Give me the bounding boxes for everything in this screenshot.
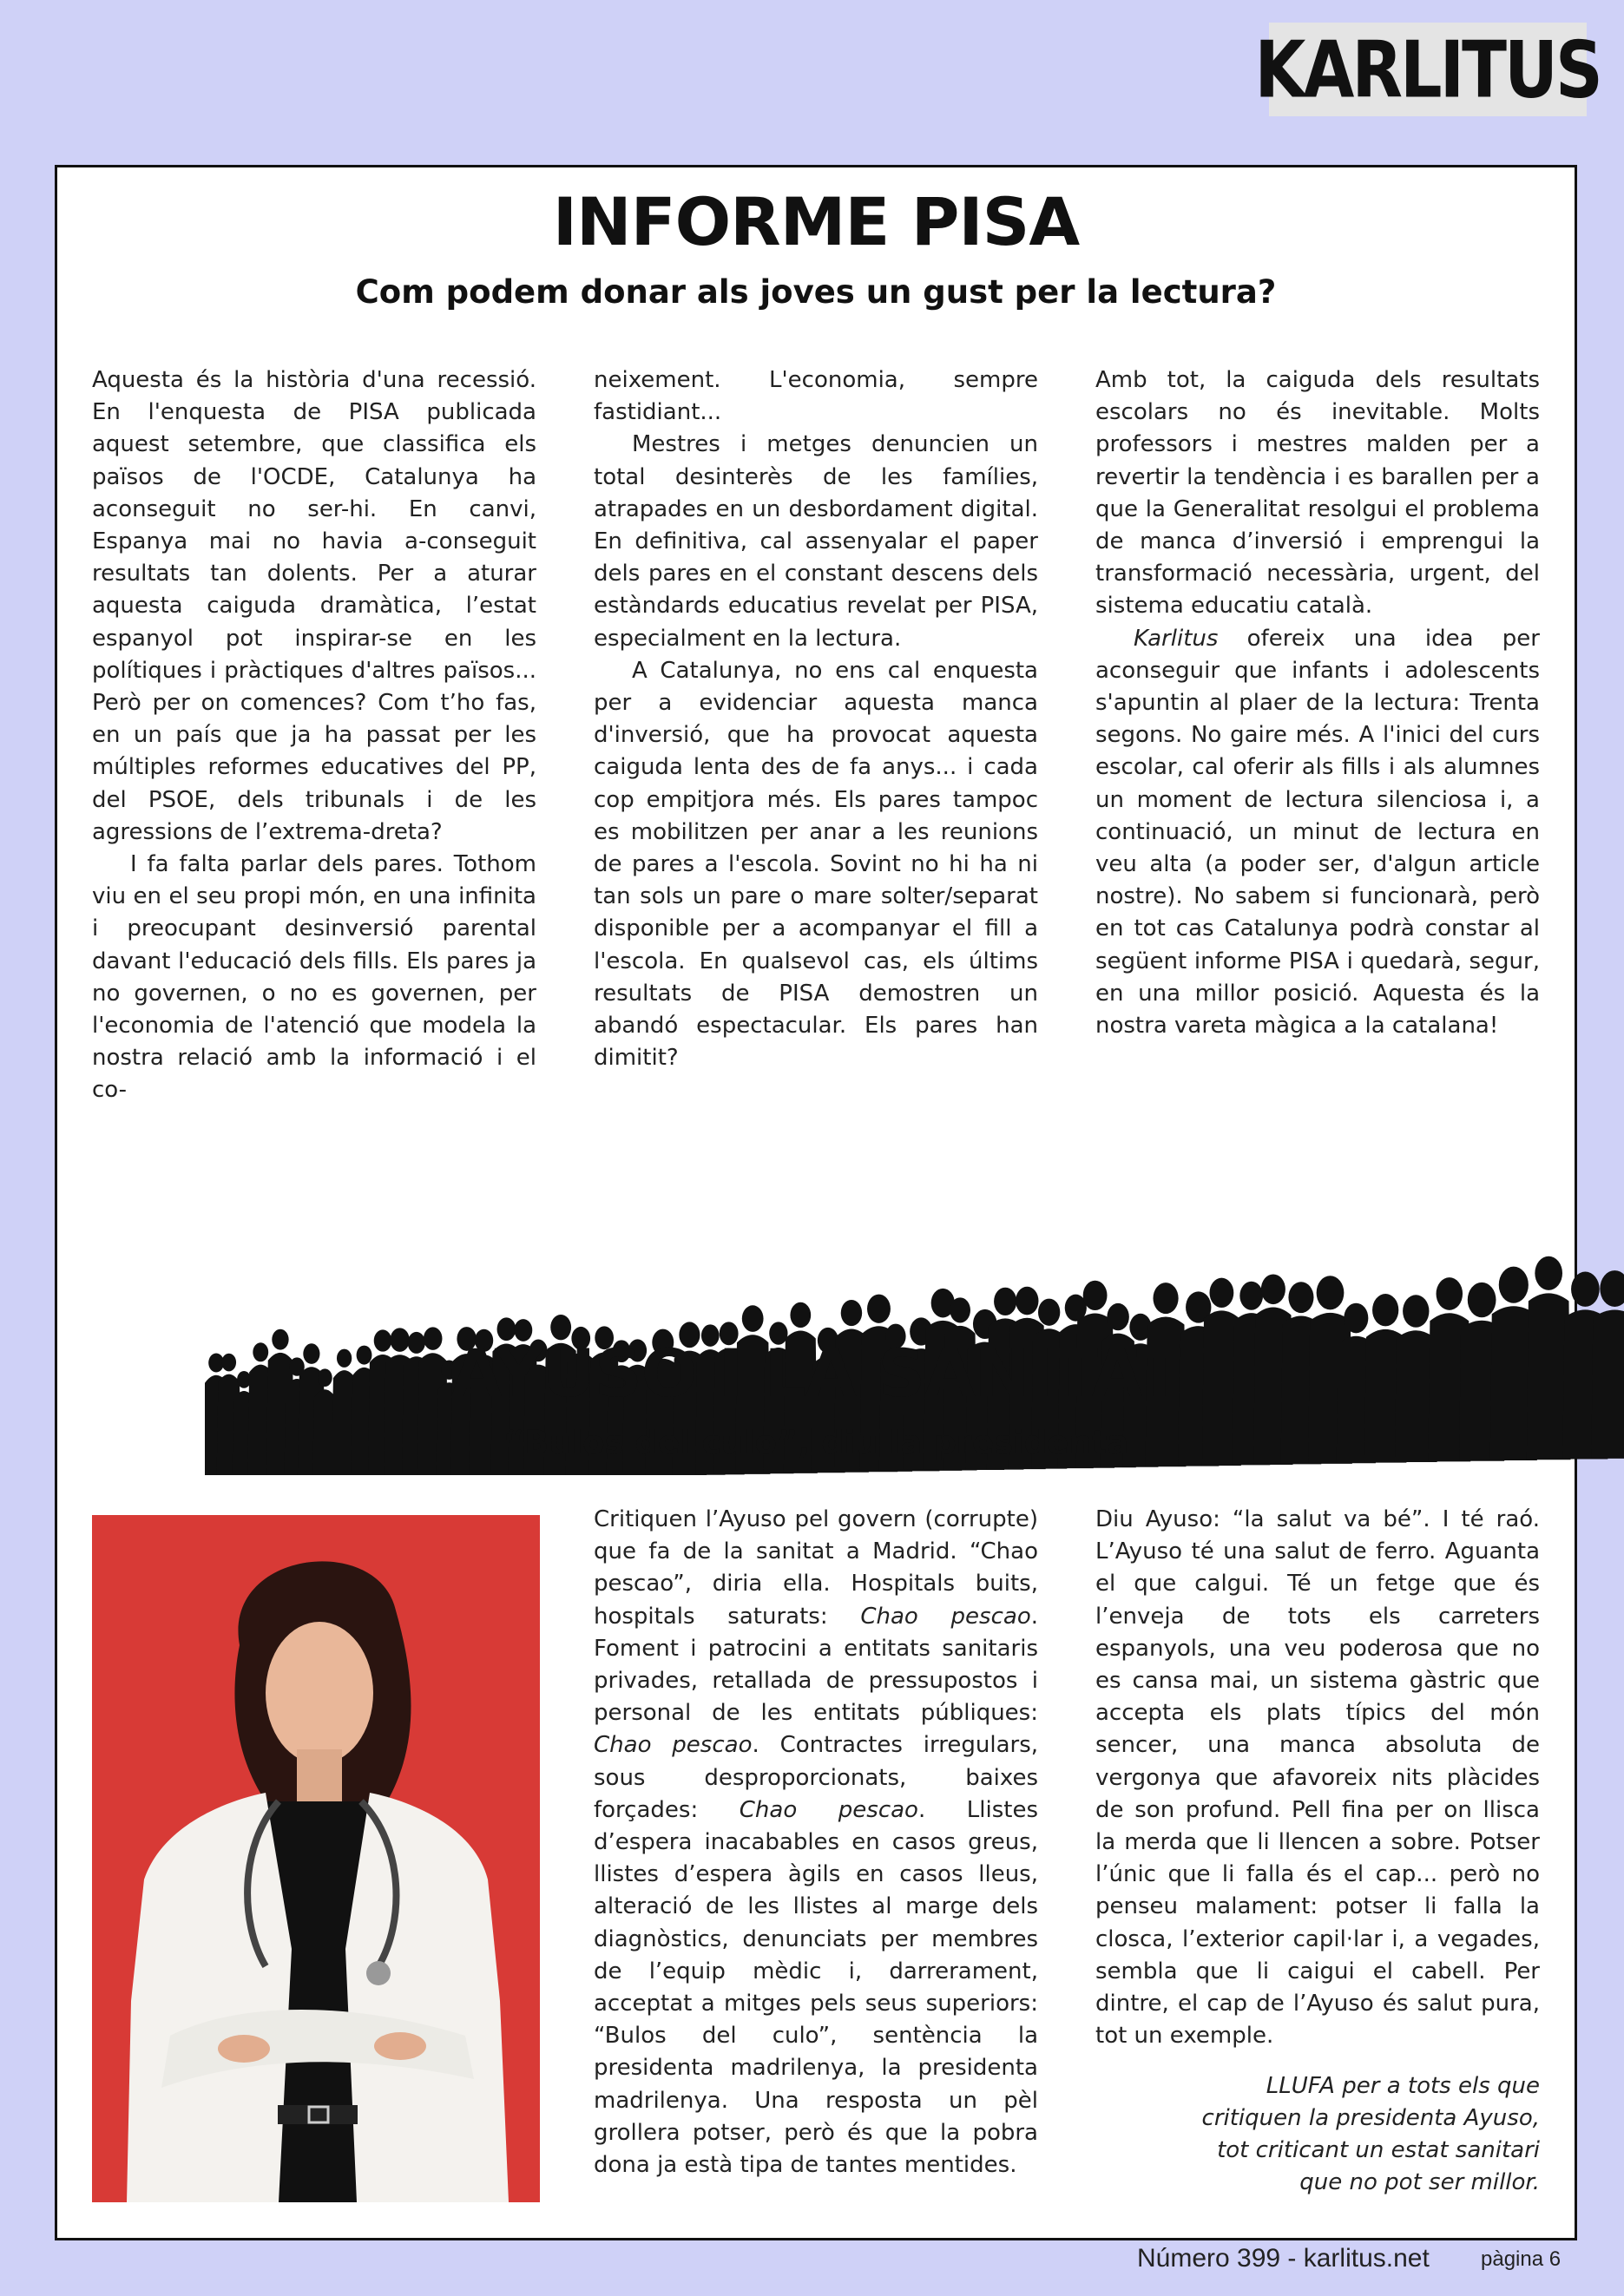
paragraph: Aquesta és la història d'una recessió. En l'enquesta de PISA publicada aquest setembre, que classifica els països de l'OCDE, Catalunya ha aconseguit no ser-hi. En canvi, Espanya mai no havia a-conseguit resultats tan dolents. Per a aturar aquesta caiguda dramàtica, l’estat espanyol pot inspirar-se en les polítiques i pràctiques d'altres països... Però per on comences? Com t’ho fas, en un país que ja ha passat per les múltiples reformes educatives del PP, del PSOE, dels tribunals i de les agressions de l’extrema-dreta?	[92, 367, 536, 845]
paragraph: A Catalunya, no ens cal enquesta per a evidenciar aquesta manca d'inversió, que ha provocat aquesta caiguda lenta des de fa anys... i cada cop empitjora més. Els pares tampoc es mobilitzen per anar a les reunions de pares a l'escola. Sovint no hi ha ni tan sols un pare o mare solter/separat disponible per a acompanyar el fill a l'escola. En qualsevol cas, els últims resultats de PISA demostren un abandó espectacular. Els pares han dimitit?	[594, 657, 1038, 1072]
signoff	[1095, 2070, 1540, 2199]
ayuso-photo	[92, 1515, 540, 2202]
footer-page-number: pàgina 6	[1481, 2247, 1562, 2271]
masthead-logo	[1254, 23, 1601, 116]
paragraph: Mestres i metges denuncien un total desinterès de les famílies, atrapades en un desbordament digital. En definitiva, cal assenyalar el paper dels pares en el constant descens dels estàndards educatius revelat per PISA, especialment en la lectura.	[594, 431, 1038, 652]
paragraph: Diu Ayuso: “la salut va bé”. I té raó. L’Ayuso té una salut de ferro. Aguanta el que calgui. Té un fetge que és l’enveja de tots els carreters espanyols, una veu poderosa que no es cansa mai, un sistema gàstric que accepta els plats típics del món sencer, una manca absoluta de vergonya que afavoreix nits plàcides de son profund. Pell fina per on llisca la merda que li llencen a sobre. Potser l’únic que li falla és el cap... però no penseu malament: potser li falla la closca, l’exterior capil·lar i, a vegades, sembla que li caigui el cabell. Per dintre, el cap de l’Ayuso és salut pura, tot un exemple.	[1095, 1506, 1540, 2050]
article2-title: AYUSO I LA SANITAT	[450, 1335, 1181, 1412]
footer-issue: Número 399 - karlitus.net	[1137, 2244, 1430, 2273]
article1-column-2	[594, 364, 1038, 1074]
logo-text: KARLITUS	[1254, 23, 1601, 115]
article1-title: INFORME PISA	[552, 183, 1080, 260]
article1-subtitle: Com podem donar als joves un gust per la lectura?	[355, 273, 1277, 311]
paragraph: Amb tot, la caiguda dels resultats escolars no és inevitable. Molts professors i mestres malden per a revertir la tendència i es barallen per a que la Generalitat resolgui el problema de manca d’inversió i emprengui la transformació necessària, urgent, del sistema educatiu català.	[1095, 367, 1540, 620]
paragraph: I fa falta parlar dels pares. Tothom viu en el seu propi món, en una infinita i preocupant desinversió parental davant l'educació dels fills. Els pares ja no governen, o no es governen, per l'economia de l'atenció que modela la nostra relació amb la informació i el co-	[92, 851, 536, 1104]
article2-column-2	[594, 1504, 1038, 2181]
signoff-line: LLUFA per a tots els que	[1266, 2073, 1540, 2099]
page-frame	[55, 165, 1577, 2240]
signoff-line: que no pot ser millor.	[1299, 2169, 1540, 2195]
article1-column-1	[92, 364, 536, 1107]
karlitus-emphasis: Karlitus	[1134, 625, 1219, 652]
signoff-line: critiquen la presidenta Ayuso,	[1201, 2105, 1540, 2131]
paragraph: Critiquen l’Ayuso pel govern (corrupte) que fa de la sanitat a Madrid. “Chao pescao”, diria ella. Hospitals buits, hospitals saturats: Chao pescao. Foment i patrocini a entitats sanitaris privades, retallada de pressupostos i personal de les entitats públiques: Chao pescao. Contractes irregulars, sous desproporcionats, baixes forçades: Chao pescao. Llistes d’espera inacabables en casos greus, llistes d’espera àgils en casos lleus, alteració de les llistes al marge dels diagnòstics, denunciats per membres de l’equip mèdic i, darrerament, acceptat a mitges pels seus superiors: “Bulos del culo”, sentència la presidenta madrilenya, la presidenta madrilenya. Una resposta un pèl grollera potser, però és que la pobra dona ja està tipa de tantes mentides.	[594, 1506, 1038, 2179]
article2-column-3	[1095, 1504, 1540, 2052]
article1-column-3	[1095, 364, 1540, 1042]
paragraph: neixement. L'economia, sempre fastidiant...	[594, 367, 1038, 426]
paragraph: Karlitus ofereix una idea per aconseguir que infants i adolescents s'apuntin al plaer de la lectura: Trenta segons. No gaire més. A l'inici del curs escolar, cal oferir als fills i als alumnes un moment de lectura silenciosa i, a continuació, un minut de lectura en veu alta (a poder ser, d'algun article nostre). No sabem si funcionarà, però en tot cas Catalunya podrà constar al següent informe PISA i quedarà, segur, en una millor posició. Aquesta és la nostra vareta màgica a la catalana!	[1095, 625, 1540, 1040]
article2-subtitle: “Bulos del culo”, diu la presidenta	[503, 1424, 1129, 1461]
signoff-line: tot criticant un estat sanitari	[1217, 2137, 1540, 2163]
